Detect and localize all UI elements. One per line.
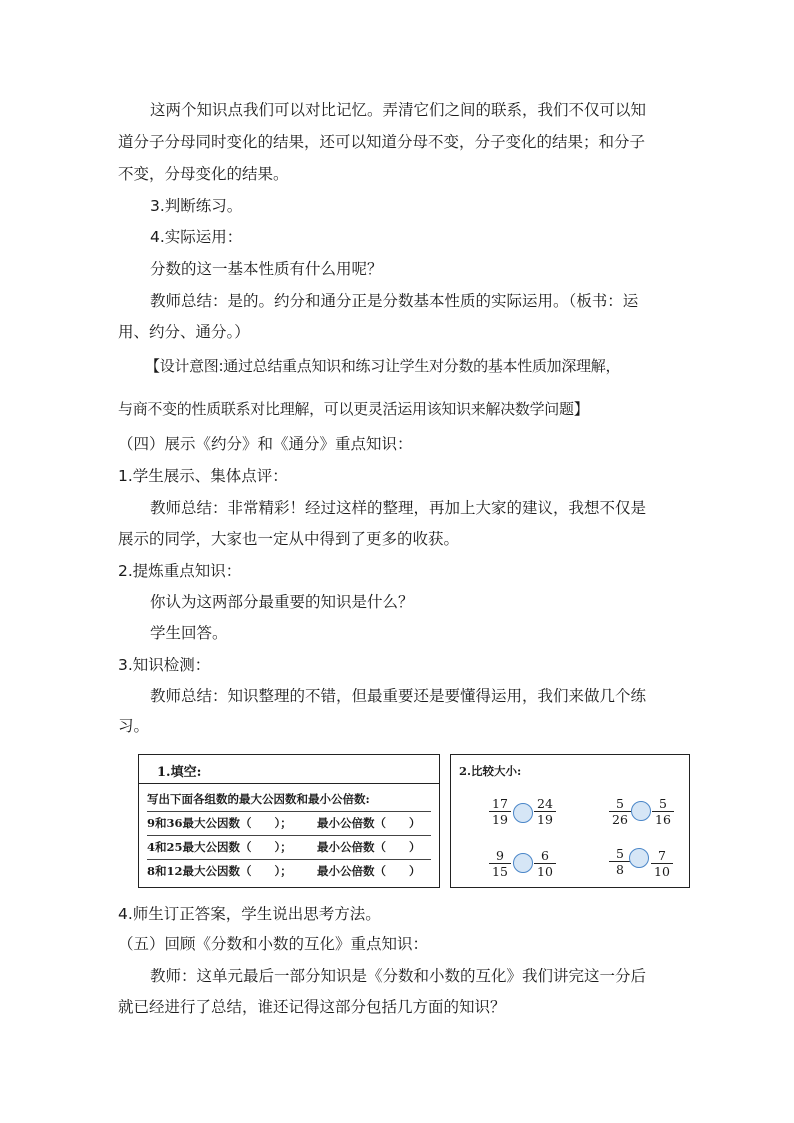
divider: [147, 811, 431, 812]
compare-circle[interactable]: [629, 848, 649, 868]
row-right-text: 最小公倍数（ ）: [317, 840, 421, 854]
denominator: 10: [654, 864, 670, 879]
paragraph-line: 道分子分母同时变化的结果，还可以知道分母不变，分子变化的结果；和分子: [118, 133, 646, 151]
question-text: 你认为这两部分最重要的知识是什么？: [150, 593, 414, 611]
teacher-text: 教师：这单元最后一部分知识是《分数和小数的互化》我们讲完这一分后: [150, 967, 647, 985]
divider: [147, 835, 431, 836]
fraction: [489, 849, 511, 878]
compare-circle[interactable]: [631, 801, 651, 821]
numerator: 17: [492, 796, 508, 811]
step-heading: 1.学生展示、集体点评：: [118, 467, 288, 485]
question-text: 分数的这一基本性质有什么用呢？: [150, 260, 383, 278]
fraction: [609, 847, 631, 876]
fraction: [651, 849, 673, 878]
denominator: 19: [537, 812, 553, 827]
paragraph-line: 这两个知识点我们可以对比记忆。弄清它们之间的联系，我们不仅可以知: [150, 101, 647, 119]
numerator: 5: [616, 846, 624, 861]
numerator: 7: [658, 848, 666, 863]
step-heading: 4.实际运用：: [150, 228, 243, 246]
exercise-fill-box: [138, 754, 440, 888]
answer-text: 学生回答。: [150, 624, 228, 642]
paragraph-line: 不变，分母变化的结果。: [118, 165, 289, 183]
teacher-summary: 教师总结：知识整理的不错，但最重要还是要懂得运用，我们来做几个练: [150, 687, 647, 705]
teacher-summary: 教师总结：是的。约分和通分正是分数基本性质的实际运用。（板书：运: [150, 292, 639, 310]
teacher-text: 就已经进行了总结，谁还记得这部分包括几方面的知识？: [118, 998, 506, 1016]
step-heading: 4.师生订正答案，学生说出思考方法。: [118, 905, 381, 923]
denominator: 10: [537, 864, 553, 879]
exercise-row: [147, 837, 431, 857]
step-heading: 2.提炼重点知识：: [118, 562, 242, 580]
teacher-summary: 教师总结：非常精彩！经过这样的整理，再加上大家的建议，我想不仅是: [150, 499, 647, 517]
compare-circle[interactable]: [513, 803, 533, 823]
numerator: 24: [537, 796, 553, 811]
design-intent: 与商不变的性质联系对比理解，可以更灵活运用该知识来解决数学问题】: [118, 400, 589, 418]
teacher-summary: 用、约分、通分。）: [118, 323, 250, 341]
exercise-title: 1.填空:: [157, 765, 202, 780]
section-heading: （四）展示《约分》和《通分》重点知识：: [118, 435, 413, 453]
exercise-compare-box: [450, 754, 690, 888]
denominator: 15: [492, 864, 508, 879]
fraction: [609, 797, 631, 826]
fraction: [534, 797, 556, 826]
denominator: 8: [616, 862, 624, 877]
row-right-text: 最小公倍数（ ）: [317, 864, 421, 878]
divider: [147, 859, 431, 860]
exercise-instruction: 写出下面各组数的最大公因数和最小公倍数:: [147, 792, 370, 806]
compare-circle[interactable]: [513, 853, 533, 873]
step-heading: 3.判断练习。: [150, 197, 243, 215]
denominator: 26: [612, 812, 628, 827]
denominator: 19: [492, 812, 508, 827]
step-heading: 3.知识检测：: [118, 656, 211, 674]
numerator: 6: [541, 848, 549, 863]
section-heading: （五）回顾《分数和小数的互化》重点知识：: [118, 935, 429, 953]
teacher-summary: 习。: [118, 717, 150, 735]
row-right-text: 最小公倍数（ ）: [317, 816, 421, 830]
fraction: [534, 849, 556, 878]
fraction: [489, 797, 511, 826]
teacher-summary: 展示的同学，大家也一定从中得到了更多的收获。: [118, 530, 460, 548]
exercise-title: 2.比较大小:: [459, 764, 522, 778]
row-left-text: 9和36最大公因数（ ）；: [147, 816, 292, 830]
fraction: [652, 797, 674, 826]
numerator: 5: [659, 796, 667, 811]
divider: [139, 783, 439, 784]
numerator: 9: [496, 848, 504, 863]
exercise-row: [147, 813, 431, 833]
denominator: 16: [655, 812, 671, 827]
exercise-row: [147, 861, 431, 881]
design-intent: 【设计意图:通过总结重点知识和练习让学生对分数的基本性质加深理解，: [145, 357, 621, 375]
numerator: 5: [616, 796, 624, 811]
row-left-text: 4和25最大公因数（ ）；: [147, 840, 292, 854]
row-left-text: 8和12最大公因数（ ）；: [147, 864, 292, 878]
